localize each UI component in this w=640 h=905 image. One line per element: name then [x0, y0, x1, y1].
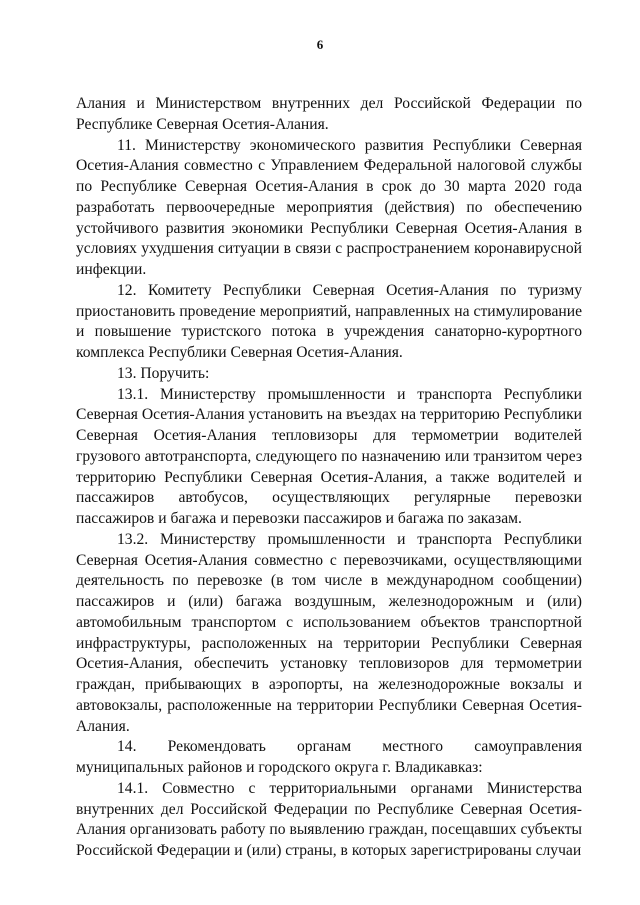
document-body: [76, 94, 582, 862]
paragraph-13-2: 13.2. Министерству промышленности и транспорта Республики Северная Осетия-Алания совместно с перевозчиками, осуществляющими деятельность по перевозке (в том числе в международном сообщении) пассажиров и (или) багажа воздушным, железнодорожным и (или) автомобильным транспортом с использованием объектов транспортной инфраструктуры, расположенных на территории Республики Северная Осетия-Алания, обеспечить установку тепловизоров для термометрии граждан, прибывающих в аэропорты, на железнодорожные вокзалы и автовокзалы, расположенные на территории Республики Северная Осетия-Алания.: [76, 530, 582, 735]
paragraph-continuation: Алания и Министерством внутренних дел Российской Федерации по Республике Северная Осетия-Алания.: [76, 95, 582, 133]
paragraph-12: 12. Комитету Республики Северная Осетия-Алания по туризму приостановить проведение мероприятий, направленных на стимулирование и повышение туристского потока в учреждения санаторно-курортного комплекса Республики Северная Осетия-Алания.: [76, 281, 582, 361]
paragraph-14-1: 14.1. Совместно с территориальными органами Министерства внутренних дел Российской Федерации по Республике Северная Осетия-Алания организовать работу по выявлению граждан, посещавших субъекты Российской Федерации и (или) страны, в которых зарегистрированы случаи: [76, 779, 582, 859]
page-number: 6: [316, 37, 324, 52]
paragraph-11: 11. Министерству экономического развития Республики Северная Осетия-Алания совместно с Управлением Федеральной налоговой службы по Республике Северная Осетия-Алания в срок до 30 марта 2020 года разработать первоочередные мероприятия (действия) по обеспечению устойчивого развития экономики Республики Северная Осетия-Алания в условиях ухудшения ситуации в связи с распространением коронавирусной инфекции.: [76, 136, 582, 278]
paragraph-13: 13. Поручить:: [117, 364, 210, 382]
paragraph-14: 14. Рекомендовать органам местного самоуправления муниципальных районов и городского округа г. Владикавказ:: [76, 738, 582, 776]
paragraph-13-1: 13.1. Министерству промышленности и транспорта Республики Северная Осетия-Алания установить на въездах на территорию Республики Северная Осетия-Алания тепловизоры для термометрии водителей грузового автотранспорта, следующего по назначению или транзитом через территорию Республики Северная Осетия-Алания, а также водителей и пассажиров автобусов, осуществляющих регулярные перевозки пассажиров и багажа и перевозки пассажиров и багажа по заказам.: [76, 385, 582, 527]
